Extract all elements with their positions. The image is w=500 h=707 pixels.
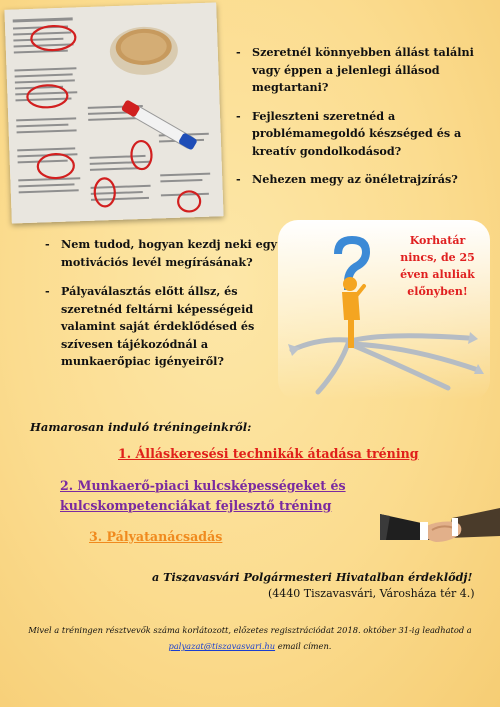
registration-note bbox=[20, 622, 480, 654]
trainings-heading: Hamarosan induló tréningeinkről: bbox=[30, 420, 252, 434]
newspaper-icon bbox=[4, 2, 223, 223]
handshake-icon bbox=[380, 500, 500, 560]
training-1: 1. Álláskeresési technikák átadása tréning bbox=[118, 446, 419, 461]
address-text: (4440 Tiszavasvári, Városháza tér 4.) bbox=[268, 587, 475, 600]
handshake-photo bbox=[380, 500, 500, 560]
left-bullet-item: - Nem tudod, hogyan kezdj neki egy motivációs levél megírásának? bbox=[61, 236, 279, 271]
inquire-text: a Tiszavasvári Polgármesteri Hivatalban érdeklődj! bbox=[152, 570, 473, 584]
training-2: 2. Munkaerő-piaci kulcsképességeket és kulcskompetenciákat fejlesztő tréning bbox=[60, 478, 346, 513]
email-link[interactable]: palyazat@tiszavasvari.hu bbox=[168, 641, 276, 651]
top-bullet-item: - Szeretnél könnyebben állást találni vagy éppen a jelenlegi állásod megtartani? bbox=[252, 44, 494, 97]
footer-text-end: email címen. bbox=[275, 641, 332, 651]
top-bullets bbox=[252, 44, 494, 200]
top-bullet-item: - Nehezen megy az önéletrajzírás? bbox=[252, 171, 494, 189]
left-bullets bbox=[61, 236, 279, 383]
left-bullet-item: - Pályaválasztás előtt állsz, és szeretnéd feltárni képességeid valamint saját érdeklődésed és szívesen tájékozódnál a munkaerőpiac igényeiről? bbox=[61, 283, 279, 371]
footer-text: Mivel a tréningen résztvevők száma korlátozott, előzetes regisztrációdat 2018. október 31-ig leadhatod a bbox=[28, 625, 472, 635]
top-bullet-item: - Fejleszteni szeretnéd a problémamegoldó készséged és a kreatív gondolkodásod? bbox=[252, 108, 494, 161]
age-note: Korhatár nincs, de 25 éven aluliak előnyben! bbox=[400, 234, 475, 298]
training-3: 3. Pályatanácsadás bbox=[89, 529, 223, 544]
newspaper-photo bbox=[4, 2, 223, 223]
